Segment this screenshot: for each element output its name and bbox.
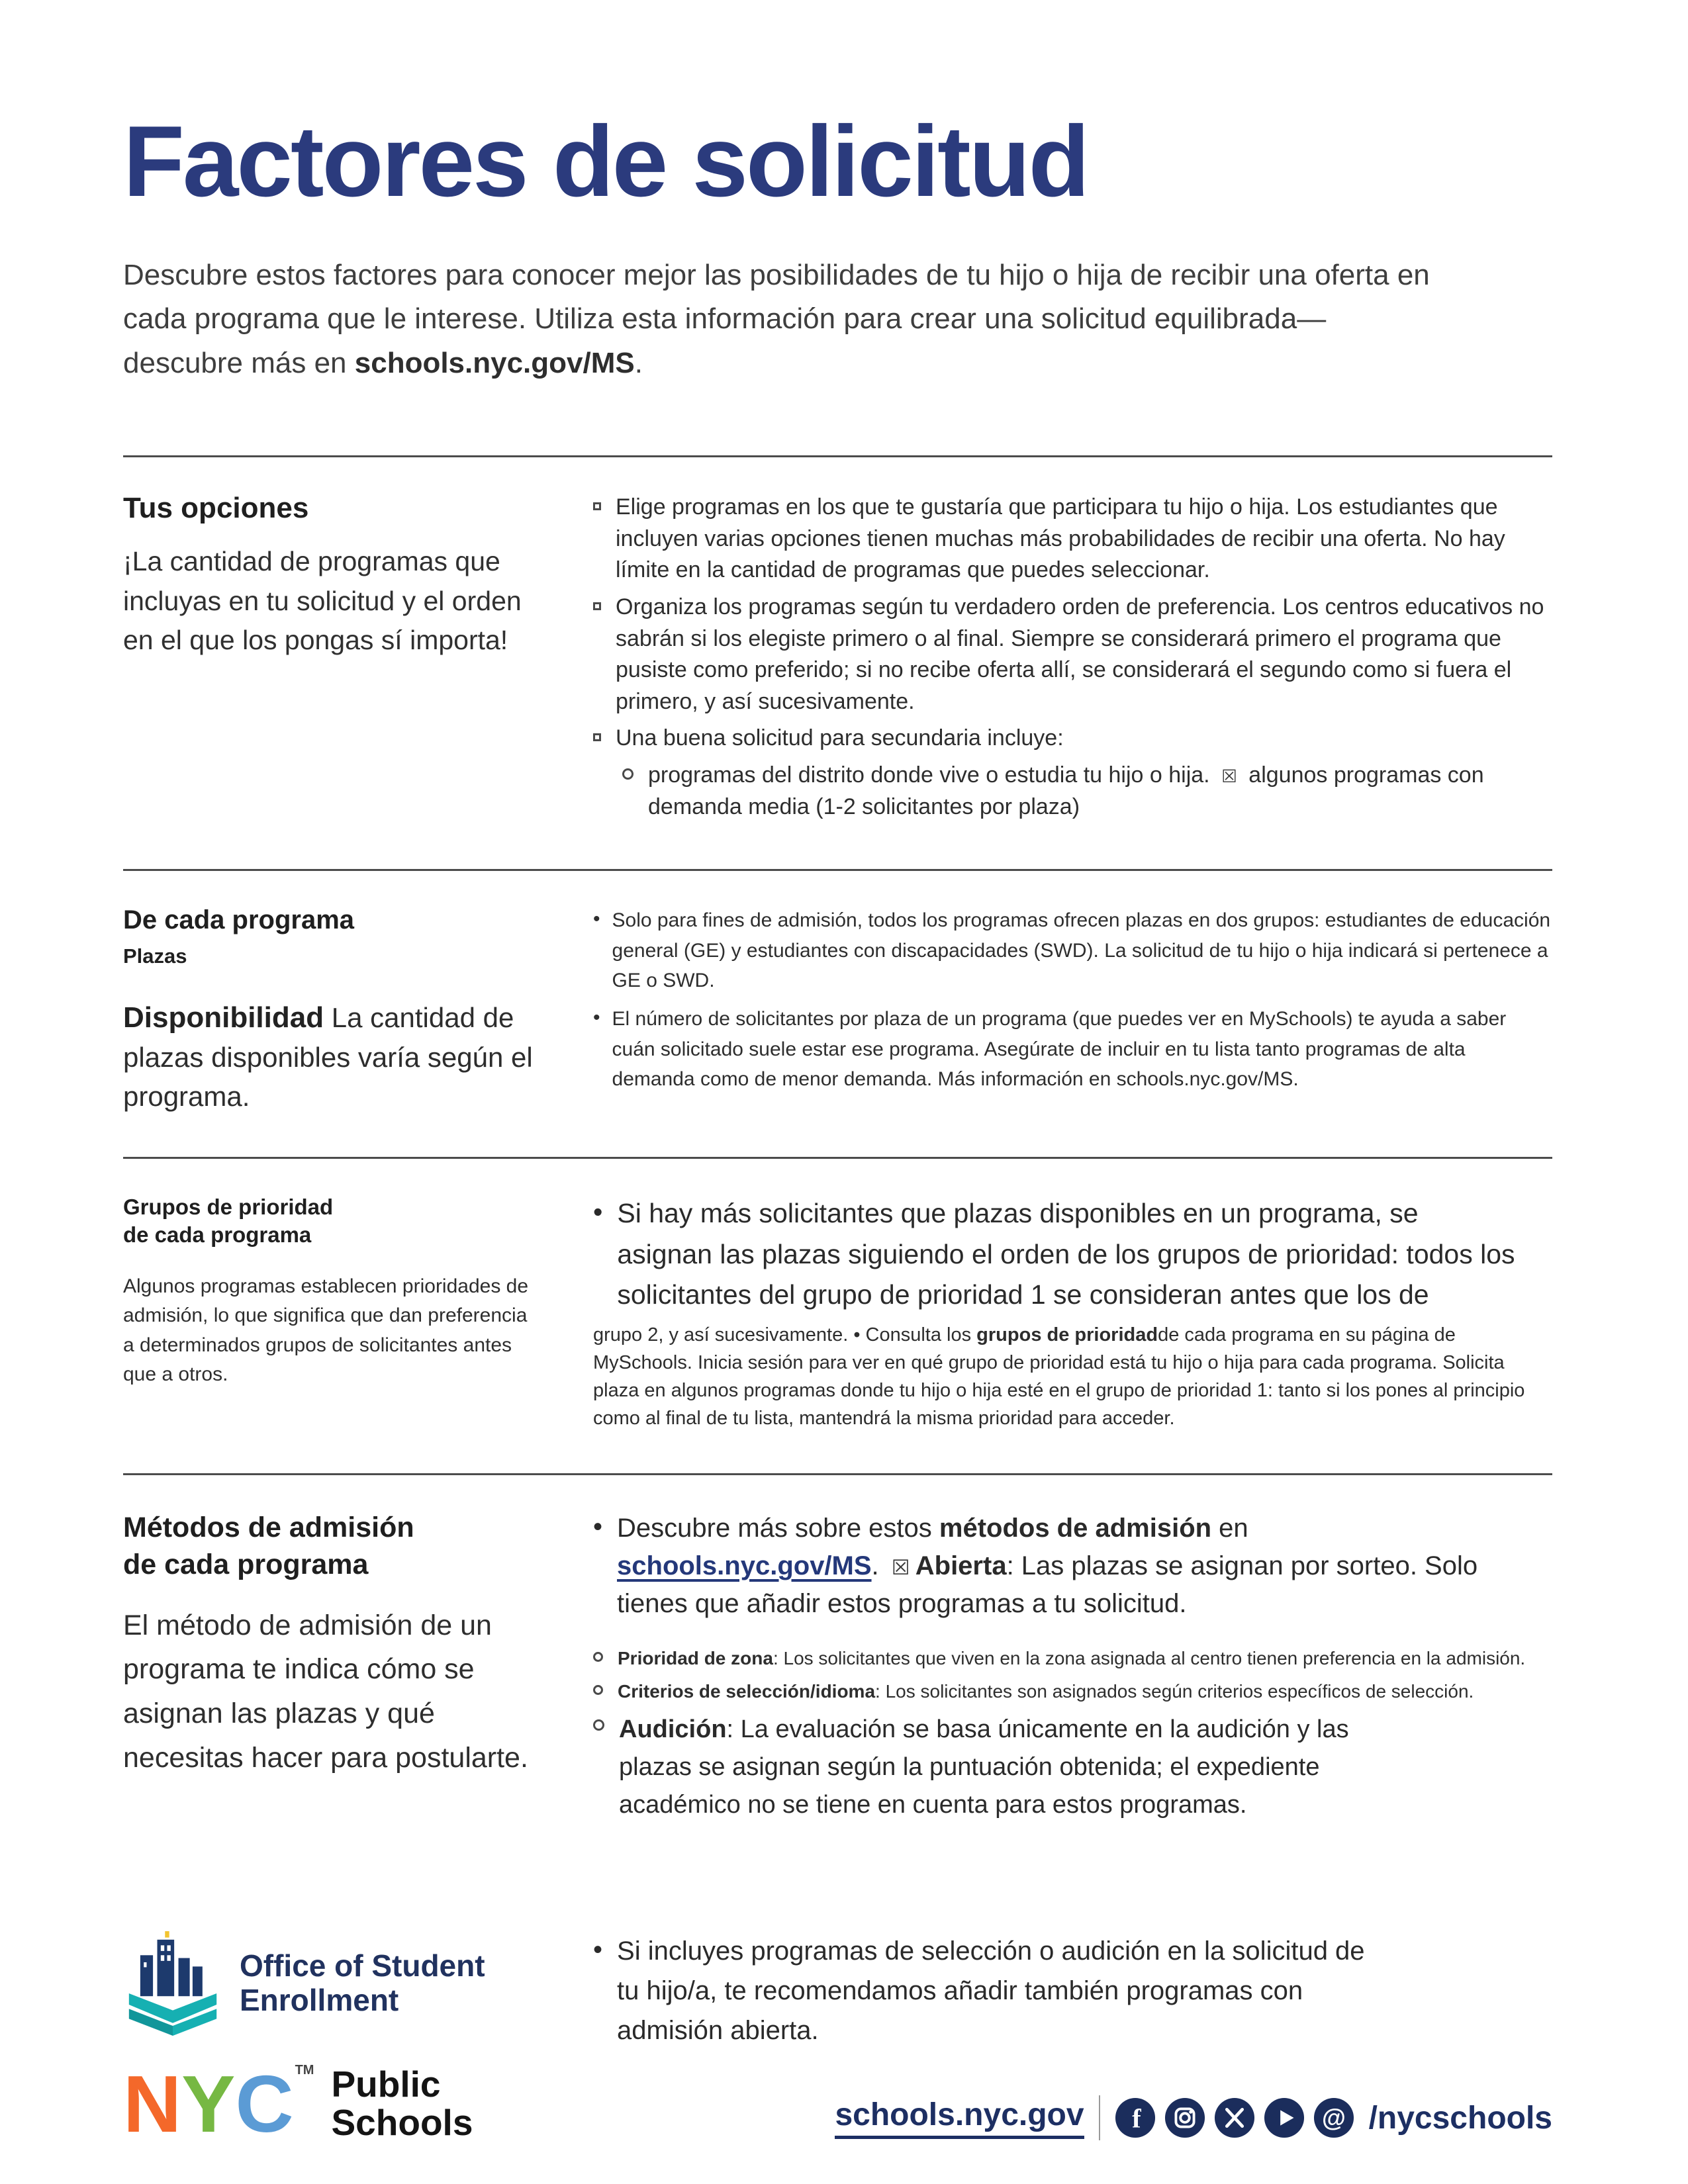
- method-label: Criterios de selección/idioma: [618, 1681, 876, 1702]
- method-desc: : La evaluación se basa únicamente en la audición y las plazas se asignan según la puntuación obtenida; el expediente académico no se tiene en cuenta para estos programas.: [619, 1715, 1349, 1819]
- bullet-item: [593, 1193, 1520, 1316]
- bullet-item: [593, 1004, 1552, 1095]
- bullet-item: [593, 592, 1552, 717]
- square-bullet-icon: [593, 602, 601, 610]
- availability-definition: [123, 997, 534, 1116]
- heading-line: de cada programa: [123, 1222, 312, 1247]
- public-schools-text: [331, 2066, 473, 2142]
- method-text: [618, 1645, 1525, 1672]
- section-right-column: [593, 905, 1552, 1116]
- section-lede: ¡La cantidad de programas que incluyas en tu solicitud y el orden en el que los pongas sí importa!: [123, 546, 522, 656]
- bullet-item: [593, 492, 1552, 586]
- bullet-item: [593, 1931, 1374, 2050]
- lead-bold: métodos de admisión: [939, 1514, 1212, 1543]
- threads-icon[interactable]: [1313, 2097, 1354, 2138]
- ms-link[interactable]: schools.nyc.gov/MS: [354, 347, 635, 380]
- detail-run: grupo 2, y así sucesivamente. • Consulta los: [593, 1324, 977, 1345]
- dot-bullet-icon: [593, 1192, 602, 1316]
- ose-logo: [123, 1931, 534, 2036]
- intro-paragraph: [123, 253, 1440, 387]
- nyc-letters: [123, 2059, 314, 2149]
- bullet-item: [593, 1510, 1493, 1622]
- method-text: [618, 1678, 1474, 1706]
- bullet-text: Solo para fines de admisión, todos los programas ofrecen plazas en dos grupos: estudiantes de educación general (GE) y estudiantes con discapacidades (SWD). La solicitud de tu hijo o hija indicará si pertenece a GE o SWD.: [612, 909, 1551, 992]
- section-right-column: [593, 492, 1552, 828]
- section-left-column: [123, 905, 534, 1116]
- term-text: La cantidad de plazas disponibles varía según el programa.: [123, 1002, 533, 1112]
- dot-bullet-icon: [593, 1508, 602, 1622]
- public-schools-line: Public: [331, 2064, 441, 2105]
- footer-site-row: [593, 2095, 1552, 2144]
- section-subheading: Plazas: [123, 944, 187, 968]
- ose-text-line: Office of Student: [240, 1948, 485, 1983]
- section-left-column: [123, 1510, 534, 1829]
- missing-glyph-box: ☒: [891, 1555, 910, 1579]
- circle-bullet-icon: [593, 1719, 604, 1731]
- missing-glyph-box: ☒: [1221, 766, 1237, 786]
- section-heading: De cada programa: [123, 905, 355, 935]
- lead-run: en: [1211, 1514, 1248, 1543]
- admission-methods-list: [593, 1645, 1552, 1824]
- dot-bullet-icon: [593, 904, 600, 996]
- intro-text: Descubre estos factores para conocer mejor las posibilidades de tu hijo o hija de recibir una oferta en cada programa que le interese. Utiliza esta información para crear una solicitud equilibrada—descubre más en: [123, 258, 1430, 380]
- heading-line: Métodos de admisión: [123, 1512, 414, 1544]
- dot-bullet-icon: [593, 1003, 600, 1095]
- vertical-divider: [1099, 2095, 1100, 2140]
- dot-bullet-icon: [593, 1930, 602, 2050]
- schools-nyc-gov-link[interactable]: schools.nyc.gov: [835, 2097, 1084, 2139]
- square-bullet-icon: [593, 733, 601, 741]
- section-tus-opciones: [123, 457, 1552, 869]
- footer: [123, 1911, 1552, 2149]
- section-heading: Tus opciones: [123, 492, 309, 525]
- section-body: El método de admisión de un programa te indica cómo se asignan las plazas y qué necesitas hacer para postularte.: [123, 1609, 528, 1774]
- heading-line: Grupos de prioridad: [123, 1195, 334, 1220]
- detail-run: de cada programa en su página de MySchools. Inicia sesión para ver en qué grupo de prioridad está tu hijo o hija para cada programa. Solicita plaza en algunos programas donde tu hijo o hija esté en el grupo de prioridad 1: tanto si los pones al principio como al final de tu lista, mantendrá la misma prioridad para acceder.: [593, 1324, 1525, 1429]
- sub-bullet-run: algunos programas con demanda media (1-2 solicitantes por plaza): [648, 762, 1484, 819]
- bullet-item: [593, 723, 1552, 754]
- method-text: [619, 1711, 1368, 1824]
- x-icon[interactable]: [1214, 2097, 1255, 2138]
- ose-logo-text: [240, 1949, 485, 2017]
- section-metodos-de-admision: [123, 1475, 1552, 1870]
- section-left-column: [123, 492, 534, 828]
- lead-run: Descubre más sobre estos: [617, 1514, 939, 1543]
- method-desc: : Los solicitantes que viven en la zona asignada al centro tienen preferencia en la admisión.: [773, 1648, 1526, 1669]
- facebook-icon[interactable]: [1115, 2097, 1156, 2138]
- circle-bullet-icon: [593, 1652, 603, 1662]
- nyc-letter-n: N: [123, 2059, 182, 2149]
- method-item: [593, 1678, 1552, 1706]
- svg-text:f: f: [1131, 2103, 1141, 2134]
- square-bullet-icon: [593, 502, 601, 510]
- footer-right-column: [593, 1931, 1552, 2144]
- svg-text:@: @: [1321, 2104, 1346, 2132]
- section-grupos-de-prioridad: [123, 1159, 1552, 1473]
- circle-bullet-icon: [622, 768, 633, 780]
- lead-run: .: [871, 1551, 886, 1580]
- sub-bullet-item: [622, 760, 1552, 823]
- method-label: Prioridad de zona: [618, 1648, 773, 1669]
- ose-text-line: Enrollment: [240, 1983, 399, 2017]
- bullet-text: Si hay más solicitantes que plazas disponibles en un programa, se asignan las plazas siguiendo el orden de los grupos de prioridad: todos los solicitantes del grupo de prioridad 1 se consideran antes que los de: [617, 1198, 1515, 1310]
- term-label: Disponibilidad: [123, 1001, 324, 1034]
- instagram-icon[interactable]: [1164, 2097, 1205, 2138]
- detail-bold: grupos de prioridad: [976, 1324, 1158, 1345]
- section-de-cada-programa: [123, 871, 1552, 1157]
- section-heading: [123, 1193, 534, 1248]
- sub-bullet-run: programas del distrito donde vive o estudia tu hijo o hija.: [648, 762, 1217, 788]
- social-icons: [1115, 2097, 1354, 2138]
- method-label: Audición: [619, 1715, 727, 1744]
- youtube-icon[interactable]: [1264, 2097, 1305, 2138]
- page-title: Factores de solicitud: [123, 105, 1088, 218]
- trademark-symbol: TM: [295, 2063, 314, 2077]
- method-item: [593, 1711, 1368, 1824]
- sub-bullet-text: [648, 760, 1552, 823]
- bullet-text: Elige programas en los que te gustaría que participara tu hijo o hija. Los estudiantes que incluyen varias opciones tienen muchas más probabilidades de recibir una oferta. No hay límite en la cantidad de programas que puedes seleccionar.: [616, 494, 1505, 583]
- ose-logo-icon: [123, 1931, 222, 2036]
- lead-bold: Abierta: [915, 1551, 1007, 1580]
- section-body: Algunos programas establecen prioridades de admisión, lo que significa que dan preferencia a determinados grupos de solicitantes antes que a otros.: [123, 1275, 529, 1386]
- section-right-column: [593, 1510, 1552, 1829]
- social-handle: /nycschools: [1368, 2100, 1552, 2136]
- public-schools-line: Schools: [331, 2102, 473, 2143]
- heading-line: de cada programa: [123, 1548, 369, 1580]
- lead-run: : Las plazas se asignan por sorteo. Solo tienes que añadir estos programas a tu solicitud.: [617, 1551, 1478, 1618]
- nyc-public-schools-logo: [123, 2059, 534, 2149]
- bullet-item: [593, 905, 1552, 996]
- ms-link[interactable]: schools.nyc.gov/MS: [617, 1551, 872, 1580]
- footer-logos-column: [123, 1931, 534, 2149]
- section-left-column: [123, 1193, 534, 1432]
- bullet-text: Una buena solicitud para secundaria incluye:: [616, 725, 1064, 751]
- bullet-text: El número de solicitantes por plaza de un programa (que puedes ver en MySchools) te ayuda a saber cuán solicitado suele estar ese programa. Asegúrate de incluir en tu lista tanto programas de alta demanda como de menor demanda. Más información en schools.nyc.gov/MS.: [612, 1007, 1507, 1091]
- nyc-letter-y: Y: [181, 2059, 236, 2149]
- section-right-column: [593, 1193, 1552, 1432]
- method-desc: : Los solicitantes son asignados según criterios específicos de selección.: [875, 1681, 1474, 1702]
- priority-detail-text: [593, 1321, 1552, 1432]
- section-heading: [123, 1510, 534, 1584]
- bullet-text: [617, 1510, 1493, 1622]
- circle-bullet-icon: [593, 1685, 603, 1695]
- method-item: [593, 1645, 1552, 1672]
- bullet-text: Organiza los programas según tu verdadero orden de preferencia. Los centros educativos no sabrán si los elegiste primero o al final. Siempre se considerará primero el programa que pusiste como preferido; si no recibe oferta allí, se considerará el segundo como si fuera el primero, y así sucesivamente.: [616, 594, 1544, 714]
- intro-period: .: [634, 347, 643, 380]
- nyc-letter-c: C: [235, 2059, 294, 2149]
- bullet-text: Si incluyes programas de selección o audición en la solicitud de tu hijo/a, te recomendamos añadir también programas con admisión abierta.: [617, 1936, 1365, 2045]
